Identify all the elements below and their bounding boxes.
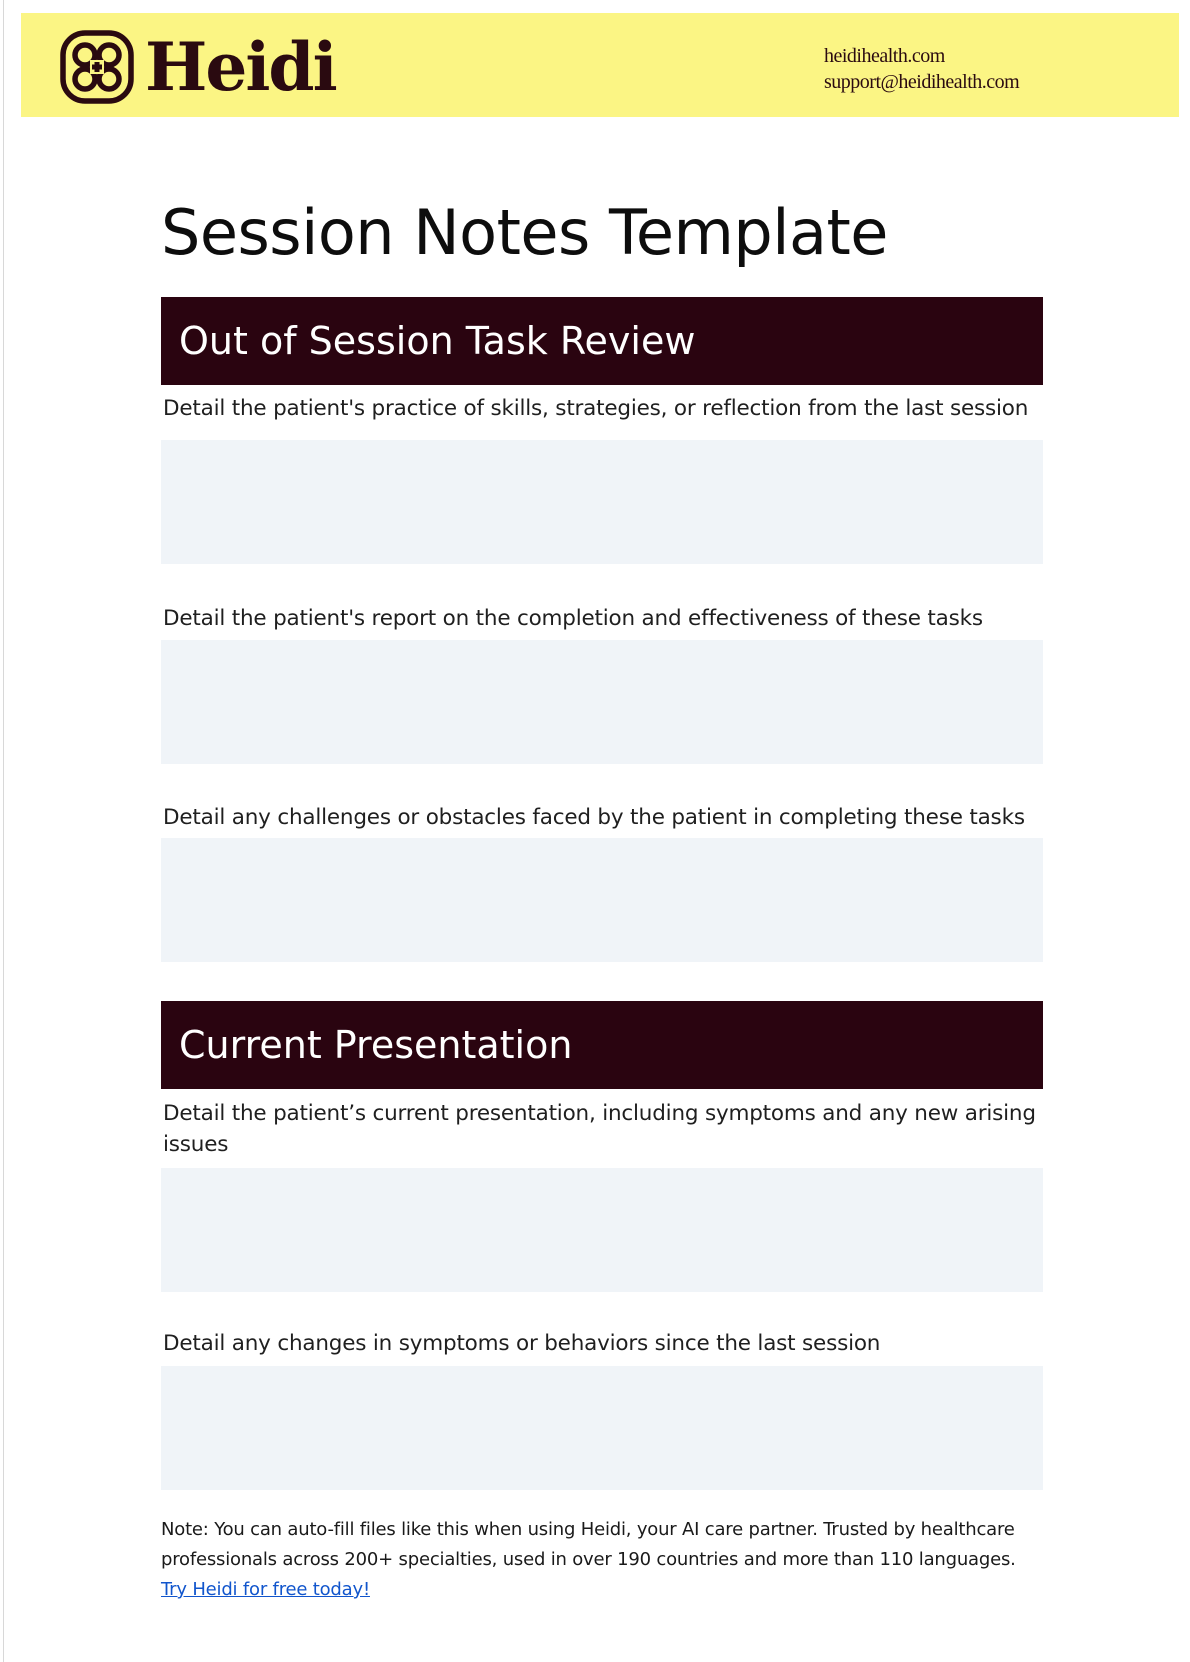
website-link[interactable]: heidihealth.com xyxy=(824,45,945,67)
section-heading: Out of Session Task Review xyxy=(179,319,696,363)
field-prompt-practice: Detail the patient's practice of skills, strategies, or reflection from the last session xyxy=(163,396,1029,421)
symptom-changes-field[interactable] xyxy=(161,1366,1043,1490)
brand-wordmark: Heidi xyxy=(145,28,336,106)
presentation-notes-field[interactable] xyxy=(161,1168,1043,1292)
page-edge xyxy=(3,0,4,1662)
footer-note-text: Note: You can auto-fill files like this when using Heidi, your AI care partner. Trusted by healthcare professionals across 200+ specialties, used in over 190 countries and more than 110 languages. xyxy=(161,1519,1016,1570)
completion-notes-field[interactable] xyxy=(161,640,1043,764)
contact-info xyxy=(824,43,1019,95)
field-prompt-challenges: Detail any challenges or obstacles faced by the patient in completing these tasks xyxy=(163,805,1025,830)
page-title: Session Notes Template xyxy=(161,196,888,269)
heidi-knot-logo-icon xyxy=(59,29,135,105)
section-heading: Current Presentation xyxy=(179,1023,573,1067)
field-prompt-symptom-changes: Detail any changes in symptoms or behaviors since the last session xyxy=(163,1331,881,1356)
footer-note xyxy=(161,1515,1043,1605)
practice-notes-field[interactable] xyxy=(161,440,1043,564)
field-prompt-completion: Detail the patient's report on the completion and effectiveness of these tasks xyxy=(163,606,983,631)
challenges-notes-field[interactable] xyxy=(161,838,1043,962)
heidi-logo xyxy=(59,29,336,105)
support-email-link[interactable]: support@heidihealth.com xyxy=(824,71,1020,93)
section-header-task-review xyxy=(161,297,1043,385)
section-header-current-presentation xyxy=(161,1001,1043,1089)
field-prompt-presentation: Detail the patient’s current presentation, including symptoms and any new arising issues xyxy=(163,1101,1036,1157)
try-heidi-link[interactable]: Try Heidi for free today! xyxy=(161,1579,370,1600)
page-header xyxy=(21,13,1179,117)
